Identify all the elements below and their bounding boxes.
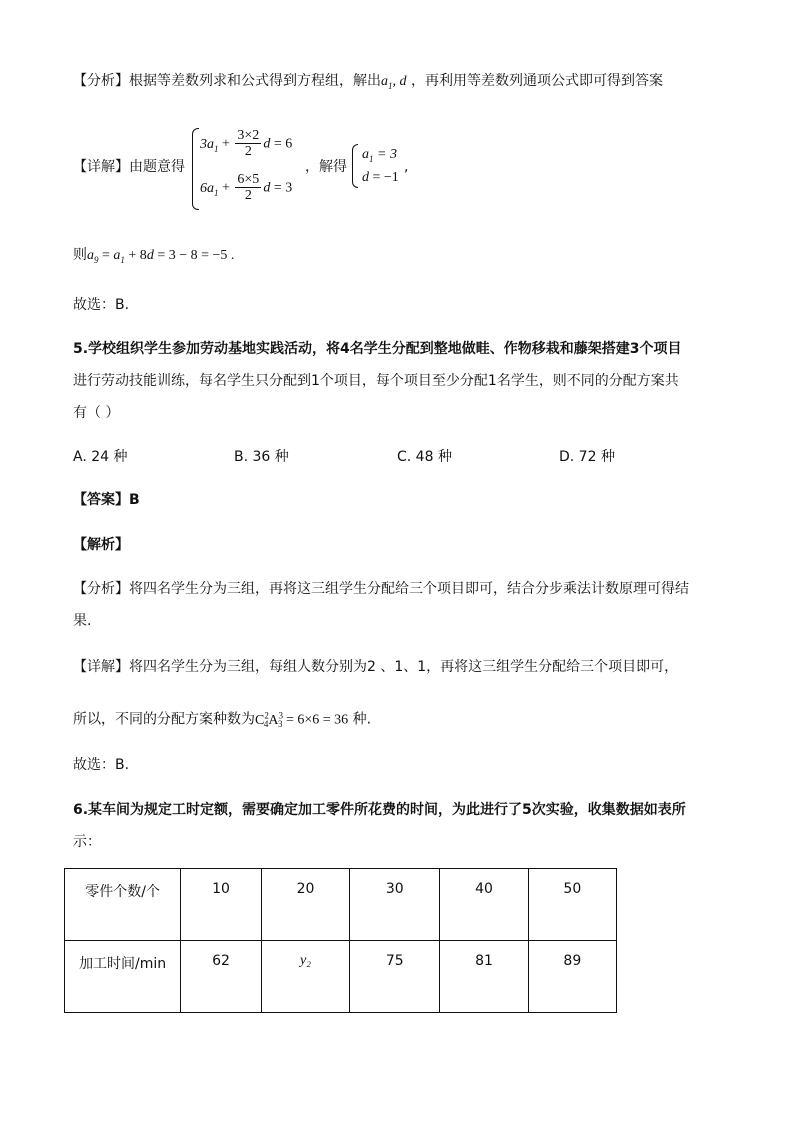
solution-2: d = −1 — [362, 170, 399, 185]
q5-analysis-title: 【解析】 — [73, 537, 129, 553]
q4-choice: 故选：B. — [73, 297, 130, 313]
q5-question-line1: 5.学校组织学生参加劳动基地实践活动，将4名学生分配到整地做畦、作物移栽和藤架搭建3个项目 — [73, 341, 682, 357]
table-cell: 81 — [440, 941, 528, 1013]
option-b: B. 36 种 — [234, 449, 289, 465]
equation-2: $6a_1$ + $\frac{6\times 5}{2}$ d = 3 — [200, 172, 293, 203]
q4-detail-prefix: 【详解】由题意得 — [73, 159, 185, 175]
solution-1: $a_1 = 3$ — [362, 147, 397, 164]
table-cell: y₂ — [261, 941, 349, 1013]
table-cell: 62 — [181, 941, 262, 1013]
equation-1: $3a_1$ + $\frac{3\times 2}{2}$ d = 6 — [200, 128, 293, 159]
q6-question-line1: 6.某车间为规定工时定额，需要确定加工零件所花费的时间，为此进行了5次实验，收集数据如表所 — [73, 802, 686, 818]
table-cell: 10 — [181, 869, 262, 941]
q6-question-line2: 示： — [73, 834, 101, 850]
table-row — [65, 941, 617, 1013]
table-header-cell: 加工时间/min — [65, 941, 181, 1013]
data-table — [64, 868, 617, 1013]
q4-detail-label — [73, 158, 185, 176]
q5-choice: 故选：B. — [73, 757, 130, 773]
q5-question-line2: 进行劳动技能训练，每名学生只分配到1个项目，每个项目至少分配1名学生，则不同的分配方案共 — [73, 373, 679, 389]
q5-analysis-line2: 果. — [73, 613, 92, 629]
table-row — [65, 869, 617, 941]
q4-analysis — [73, 72, 663, 95]
solution-brace — [352, 144, 358, 188]
q4-detail-mid: ，解得 — [305, 159, 347, 175]
q4-analysis-vars: $a_1$, d — [381, 74, 407, 91]
table-cell: 89 — [528, 941, 616, 1013]
table-cell: 50 — [528, 869, 616, 941]
q4-analysis-suffix: ，再利用等差数列通项公式即可得到答案 — [410, 73, 663, 89]
table-cell: 75 — [350, 941, 440, 1013]
option-c: C. 48 种 — [397, 449, 452, 465]
q5-detail: 【详解】将四名学生分为三组，每组人数分别为2 、1、1，再将这三组学生分配给三个项目即可， — [73, 659, 679, 675]
table-cell: 40 — [440, 869, 528, 941]
table-header-cell: 零件个数/个 — [65, 869, 181, 941]
solution-comma: , — [404, 159, 409, 175]
q5-answer: 【答案】B — [73, 492, 140, 508]
q5-question-line3: 有（ ） — [73, 405, 120, 421]
table-cell: 20 — [261, 869, 349, 941]
q5-count: 所以，不同的分配方案种数为$C^2_4A^3_3 = 6\times 6 = 36$ 种. — [73, 710, 372, 730]
option-d: D. 72 种 — [559, 449, 615, 465]
option-a: A. 24 种 — [73, 449, 128, 465]
q4-then: 则$a_9 = a_1 + 8d = 3 - 8 = -5$ . — [73, 247, 235, 265]
q5-analysis-line1: 【分析】将四名学生分为三组，再将这三组学生分配给三个项目即可，结合分步乘法计数原理可得结 — [73, 581, 689, 597]
equation-brace — [192, 128, 199, 210]
table-cell: 30 — [350, 869, 440, 941]
q4-analysis-prefix: 【分析】根据等差数列求和公式得到方程组，解出 — [73, 73, 381, 89]
